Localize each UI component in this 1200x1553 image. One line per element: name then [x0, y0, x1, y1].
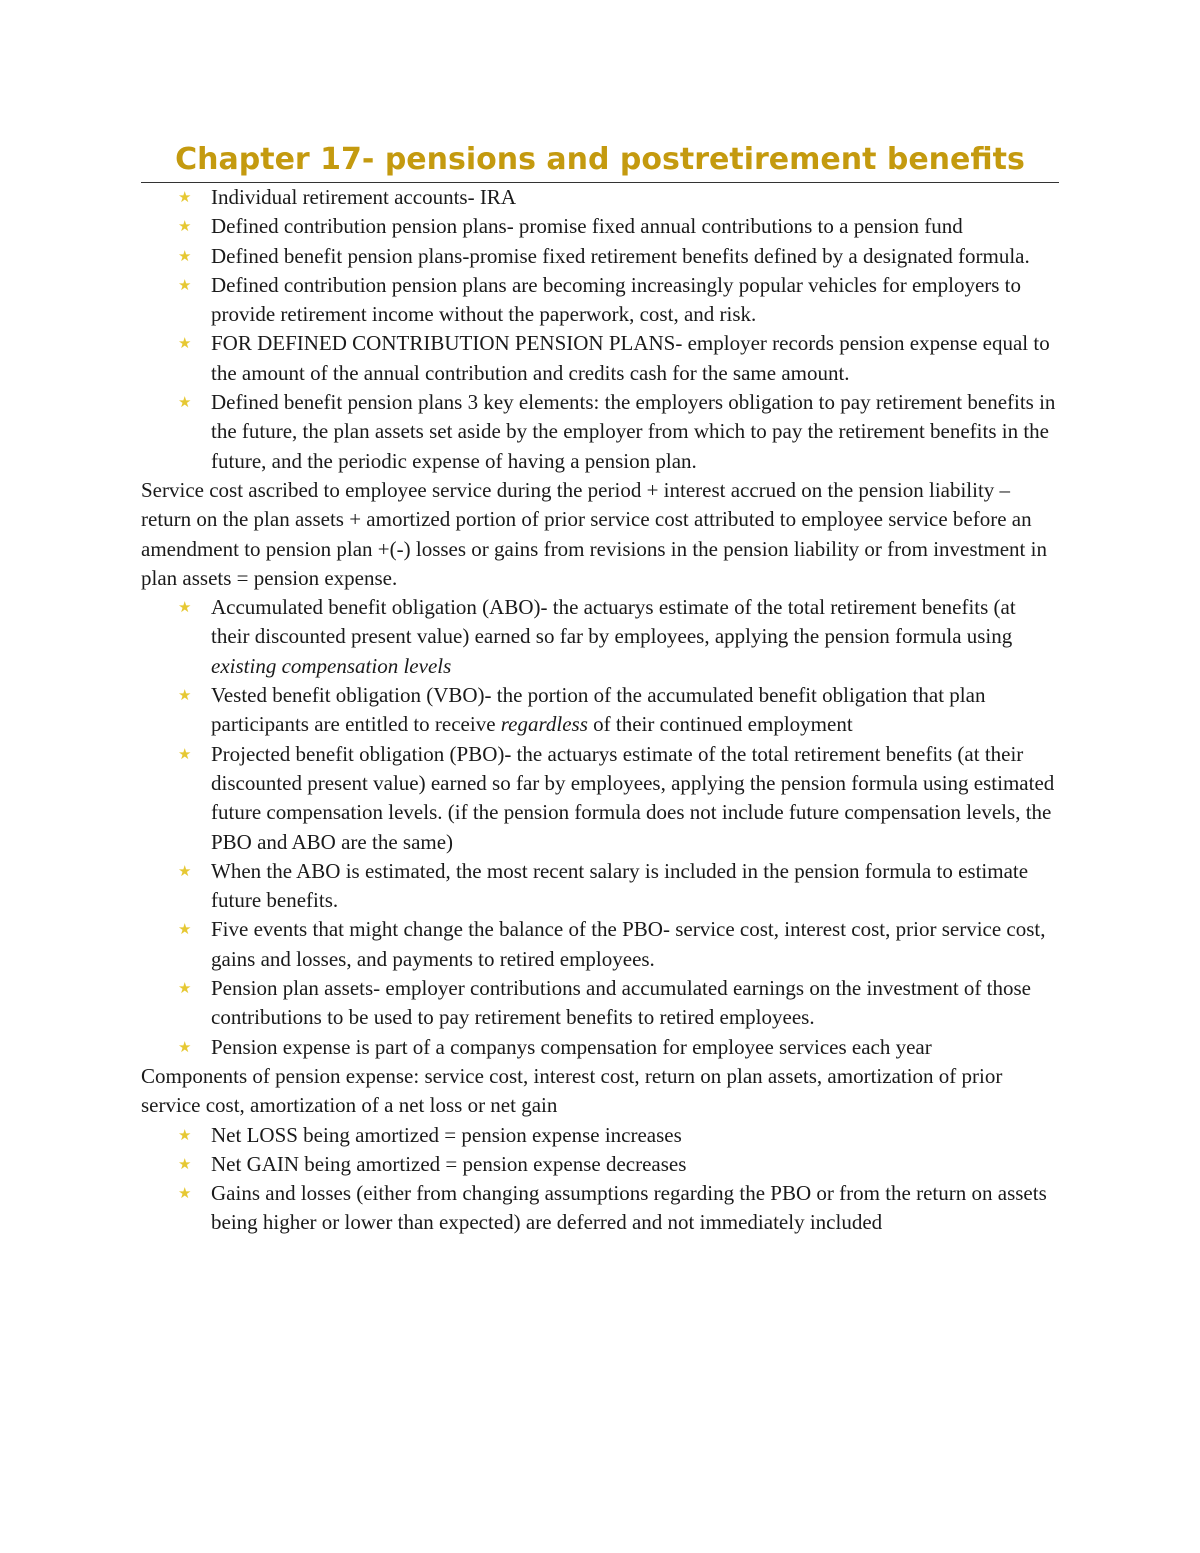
- star-icon: ★: [178, 920, 192, 939]
- star-icon: ★: [178, 217, 192, 236]
- list-item: [141, 974, 1059, 1033]
- pension-expense-formula-paragraph: Service cost ascribed to employee service during the period + interest accrued on the pension liability – return on the plan assets + amortized portion of prior service cost attributed to employee service before an amendment to pension plan +(-) losses or gains from revisions in the pension liability or from investment in plan assets = pension expense.: [141, 477, 1047, 590]
- bullet-list-definitions: [141, 183, 1059, 476]
- list-item: [141, 1179, 1059, 1238]
- list-item-vbo: [141, 681, 1059, 740]
- list-item-text: When the ABO is estimated, the most recent salary is included in the pension formula to estimate future benefits.: [211, 858, 1029, 913]
- list-item: [141, 1121, 1059, 1150]
- list-item: [141, 740, 1059, 857]
- components-paragraph: Components of pension expense: service cost, interest cost, return on plan assets, amortization of prior service cost, amortization of a net loss or net gain: [141, 1063, 1003, 1118]
- document-page: [141, 140, 1059, 1238]
- star-icon: ★: [178, 861, 192, 880]
- star-icon: ★: [178, 686, 192, 705]
- list-item: [141, 388, 1059, 476]
- list-item-abo: [141, 593, 1059, 681]
- list-item-text: Five events that might change the balance of the PBO- service cost, interest cost, prior service cost, gains and losses, and payments to retired employees.: [211, 917, 1046, 971]
- emphasis-text: existing compensation levels: [211, 653, 452, 678]
- bullet-list-gains-losses: [141, 1121, 1059, 1238]
- list-item-text: Individual retirement accounts- IRA: [211, 185, 516, 209]
- list-item-text: Vested benefit obligation (VBO)- the portion of the accumulated benefit obligation that plan participants are entitled to receive: [211, 683, 986, 737]
- list-item: [141, 857, 1059, 916]
- list-item-text: Defined contribution pension plans are becoming increasingly popular vehicles for employers to provide retirement income without the paperwork, cost, and risk.: [211, 272, 1022, 327]
- star-icon: ★: [178, 1037, 192, 1056]
- bullet-list-obligations: [141, 593, 1059, 1062]
- list-item-text: Defined benefit pension plans-promise fixed retirement benefits defined by a designated formula.: [211, 243, 1030, 268]
- list-item: [141, 329, 1059, 388]
- page-title: Chapter 17- pensions and postretirement benefits: [141, 140, 1059, 183]
- star-icon: ★: [178, 598, 192, 617]
- list-item: [141, 271, 1059, 330]
- list-item-text: Net GAIN being amortized = pension expense decreases: [211, 1151, 687, 1176]
- list-item: [141, 242, 1059, 271]
- star-icon: ★: [178, 744, 192, 763]
- list-item-text: Projected benefit obligation (PBO)- the actuarys estimate of the total retirement benefits (at their discounted present value) earned so far by employees, applying the pension formula using estimated future compensation levels. (if the pension formula does not include future compensation levels, the PBO and ABO are the same): [211, 741, 1055, 854]
- list-item: [141, 1150, 1059, 1179]
- star-icon: ★: [178, 188, 192, 206]
- star-icon: ★: [178, 1184, 192, 1203]
- star-icon: ★: [178, 1125, 192, 1144]
- list-item-text: Pension expense is part of a companys compensation for employee services each year: [211, 1034, 932, 1059]
- star-icon: ★: [178, 393, 192, 412]
- star-icon: ★: [178, 334, 192, 353]
- list-item: [141, 212, 1059, 241]
- list-item-text: of their continued employment: [587, 712, 853, 737]
- list-item: [141, 915, 1059, 974]
- emphasis-text: regardless: [500, 712, 588, 737]
- list-item-text: Gains and losses (either from changing assumptions regarding the PBO or from the return on assets being higher or lower than expected) are deferred and not immediately included: [211, 1181, 1047, 1235]
- list-item-text: Net LOSS being amortized = pension expense increases: [211, 1122, 682, 1147]
- star-icon: ★: [178, 246, 192, 265]
- list-item-text: Defined benefit pension plans 3 key elements: the employers obligation to pay retirement benefits in the future, the plan assets set aside by the employer from which to pay the retirement benefits in the future, and the periodic expense of having a pension plan.: [211, 390, 1056, 473]
- star-icon: ★: [178, 275, 192, 294]
- list-item-text: Defined contribution pension plans- promise fixed annual contributions to a pension fund: [211, 214, 963, 239]
- list-item-text: Accumulated benefit obligation (ABO)- the actuarys estimate of the total retirement benefits (at their discounted present value) earned so far by employees, applying the pension formula using: [211, 595, 1016, 649]
- list-item: [141, 183, 1059, 212]
- star-icon: ★: [178, 979, 192, 998]
- list-item-text: FOR DEFINED CONTRIBUTION PENSION PLANS- employer records pension expense equal to the amount of the annual contribution and credits cash for the same amount.: [211, 331, 1050, 385]
- list-item: [141, 1033, 1059, 1062]
- star-icon: ★: [178, 1154, 192, 1173]
- list-item-text: Pension plan assets- employer contributions and accumulated earnings on the investment of those contributions to be used to pay retirement benefits to retired employees.: [211, 976, 1031, 1030]
